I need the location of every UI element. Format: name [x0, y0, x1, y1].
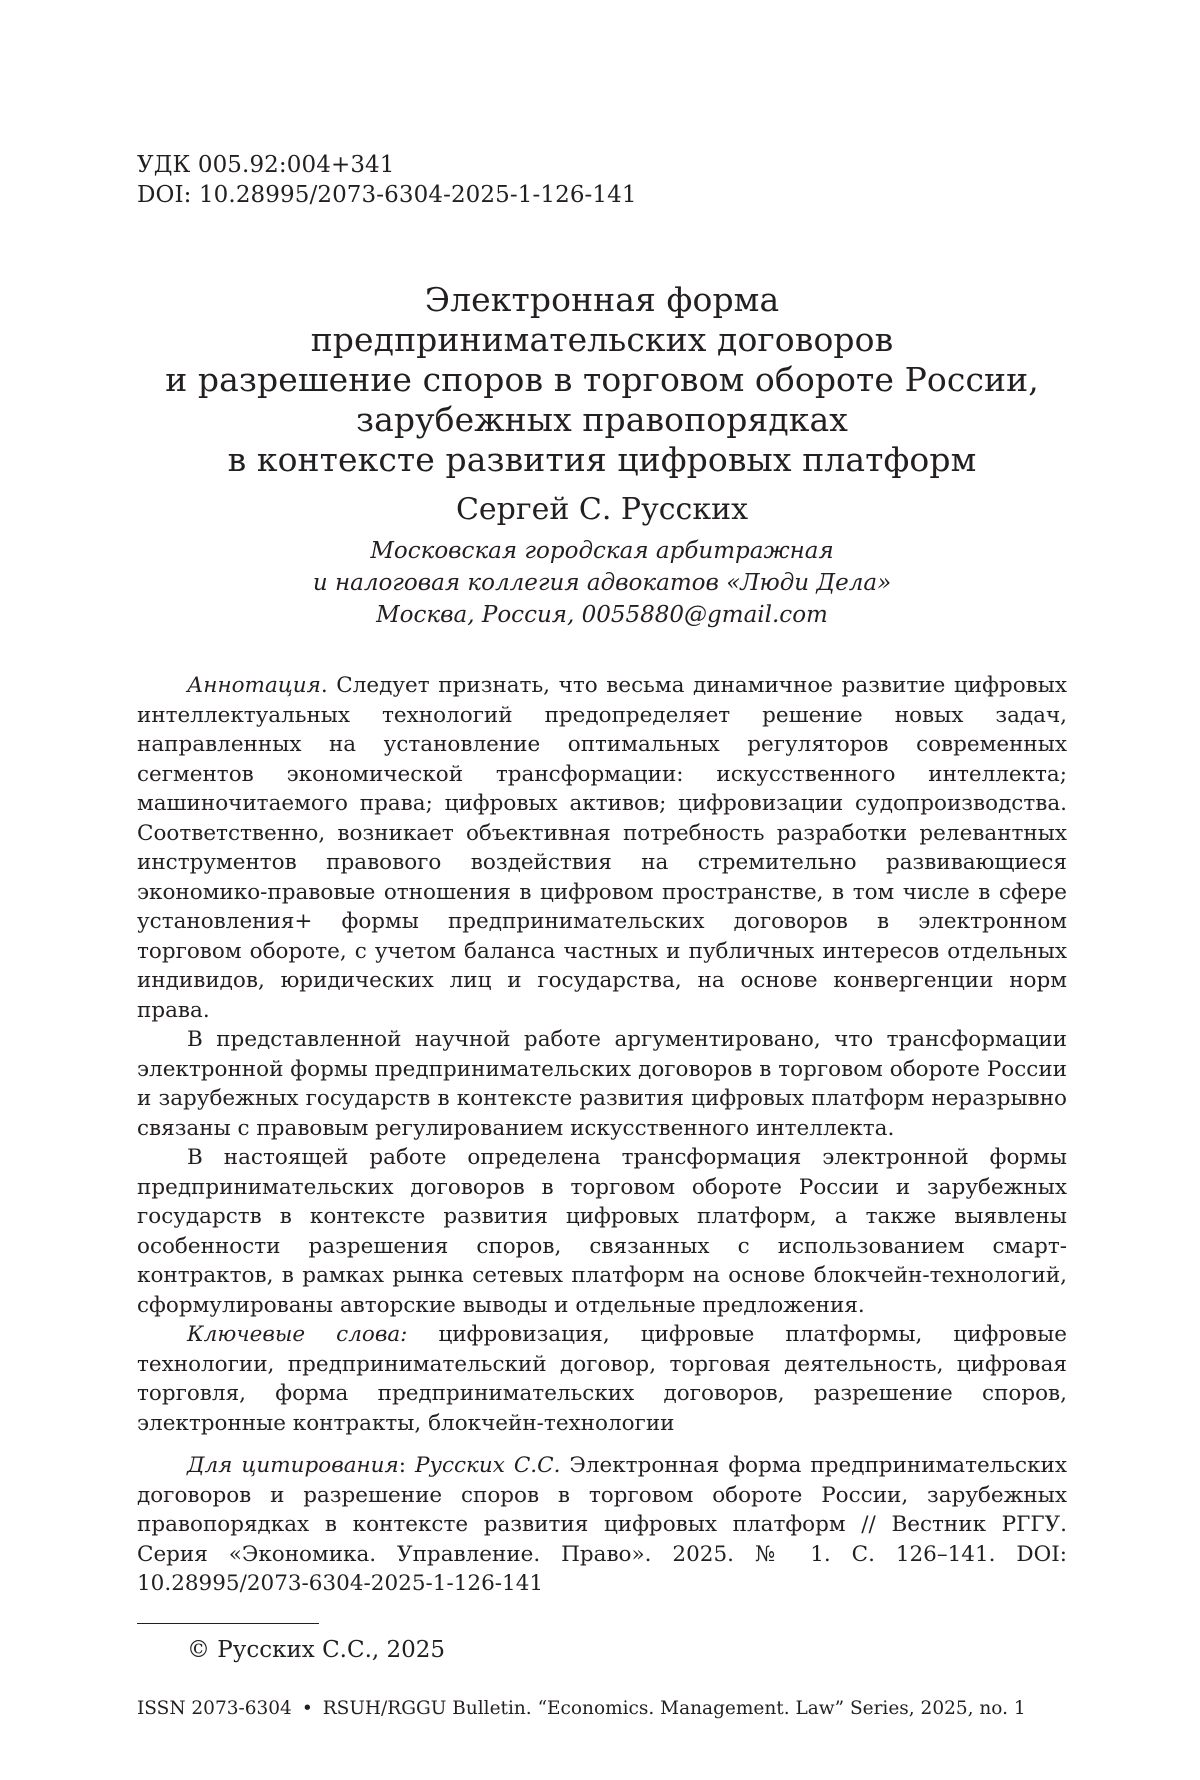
abstract-paragraph [137, 671, 1067, 1025]
citation-label: Для цитирования [187, 1453, 399, 1478]
footer-separator: • [292, 1698, 323, 1719]
keywords [137, 1320, 1067, 1438]
affiliation-line: Москва, Россия, 0055880@gmail.com [137, 599, 1067, 631]
author-name: Сергей С. Русских [137, 488, 1067, 532]
journal-footer [137, 1696, 1067, 1722]
footnote-divider [137, 1623, 319, 1624]
udc-code: УДК 005.92:004+341 [137, 150, 1067, 180]
affiliation-line: Московская городская арбитражная [137, 535, 1067, 567]
abstract-block [137, 671, 1067, 1599]
article-meta [137, 150, 1067, 210]
article-first-page [137, 150, 1067, 1722]
citation [137, 1451, 1067, 1599]
keywords-label: Ключевые слова: [187, 1322, 407, 1347]
title-line: предпринимательских договоров [137, 320, 1067, 360]
citation-text: Электронная форма предпринимательских договоров и разрешение споров в торговом обороте России, зарубежных правопорядках в контексте развития цифровых платформ // Вестник РГГУ. Серия «Экономика. Управление. Право». 2025. № 1. С. 126–141. DOI: 10.28995/2073-6304-2025-1-126-141 [137, 1453, 1067, 1596]
article-title [137, 280, 1067, 480]
affiliation-line: и налоговая коллегия адвокатов «Люди Дела» [137, 567, 1067, 599]
abstract-label: Аннотация [187, 673, 321, 698]
issn: ISSN 2073-6304 [137, 1698, 292, 1719]
doi: DOI: 10.28995/2073-6304-2025-1-126-141 [137, 180, 1067, 210]
journal-name: RSUH/RGGU Bulletin. “Economics. Management. Law” Series, 2025, no. 1 [323, 1698, 1026, 1719]
abstract-paragraph-2: В представленной научной работе аргументировано, что трансформации электронной формы предпринимательских договоров в торговом обороте России и зарубежных государств в контексте развития цифровых платформ неразрывно связаны с правовым регулированием искусственного интеллекта. [137, 1025, 1067, 1143]
title-line: и разрешение споров в торговом обороте России, [137, 360, 1067, 400]
title-line: Электронная форма [137, 280, 1067, 320]
abstract-text: . Следует признать, что весьма динамичное развитие цифровых интеллектуальных технологий предопределяет решение новых задач, направленных на установление оптимальных регуляторов современных сегментов экономической трансформации: искусственного интеллекта; машиночитаемого права; цифровых активов; цифровизации судопроизводства. Соответственно, возникает объективная потребность разработки релевантных инструментов правового воздействия на стремительно развивающиеся экономико-правовые отношения в цифровом пространстве, в том числе в сфере установления+ формы предпринимательских договоров в электронном торговом обороте, с учетом баланса частных и публичных интересов отдельных индивидов, юридических лиц и государства, на основе конвергенции норм права. [137, 673, 1067, 1023]
title-line: зарубежных правопорядках [137, 400, 1067, 440]
author-affiliation [137, 535, 1067, 631]
title-line: в контексте развития цифровых платформ [137, 440, 1067, 480]
copyright-notice: © Русских С.С., 2025 [137, 1632, 1067, 1668]
citation-colon: : [399, 1453, 415, 1478]
citation-author: Русских С.С. [415, 1453, 560, 1478]
keywords-text: цифровизация, цифровые платформы, цифровые технологии, предпринимательский договор, торговая деятельность, цифровая торговля, форма предпринимательских договоров, разрешение споров, электронные контракты, блокчейн-технологии [137, 1322, 1067, 1436]
abstract-paragraph-3: В настоящей работе определена трансформация электронной формы предпринимательских договоров в торговом обороте России и зарубежных государств в контексте развития цифровых платформ, а также выявлены особенности разрешения споров, связанных с использованием смарт-контрактов, в рамках рынка сетевых платформ на основе блокчейн-технологий, сформулированы авторские выводы и отдельные предложения. [137, 1143, 1067, 1320]
